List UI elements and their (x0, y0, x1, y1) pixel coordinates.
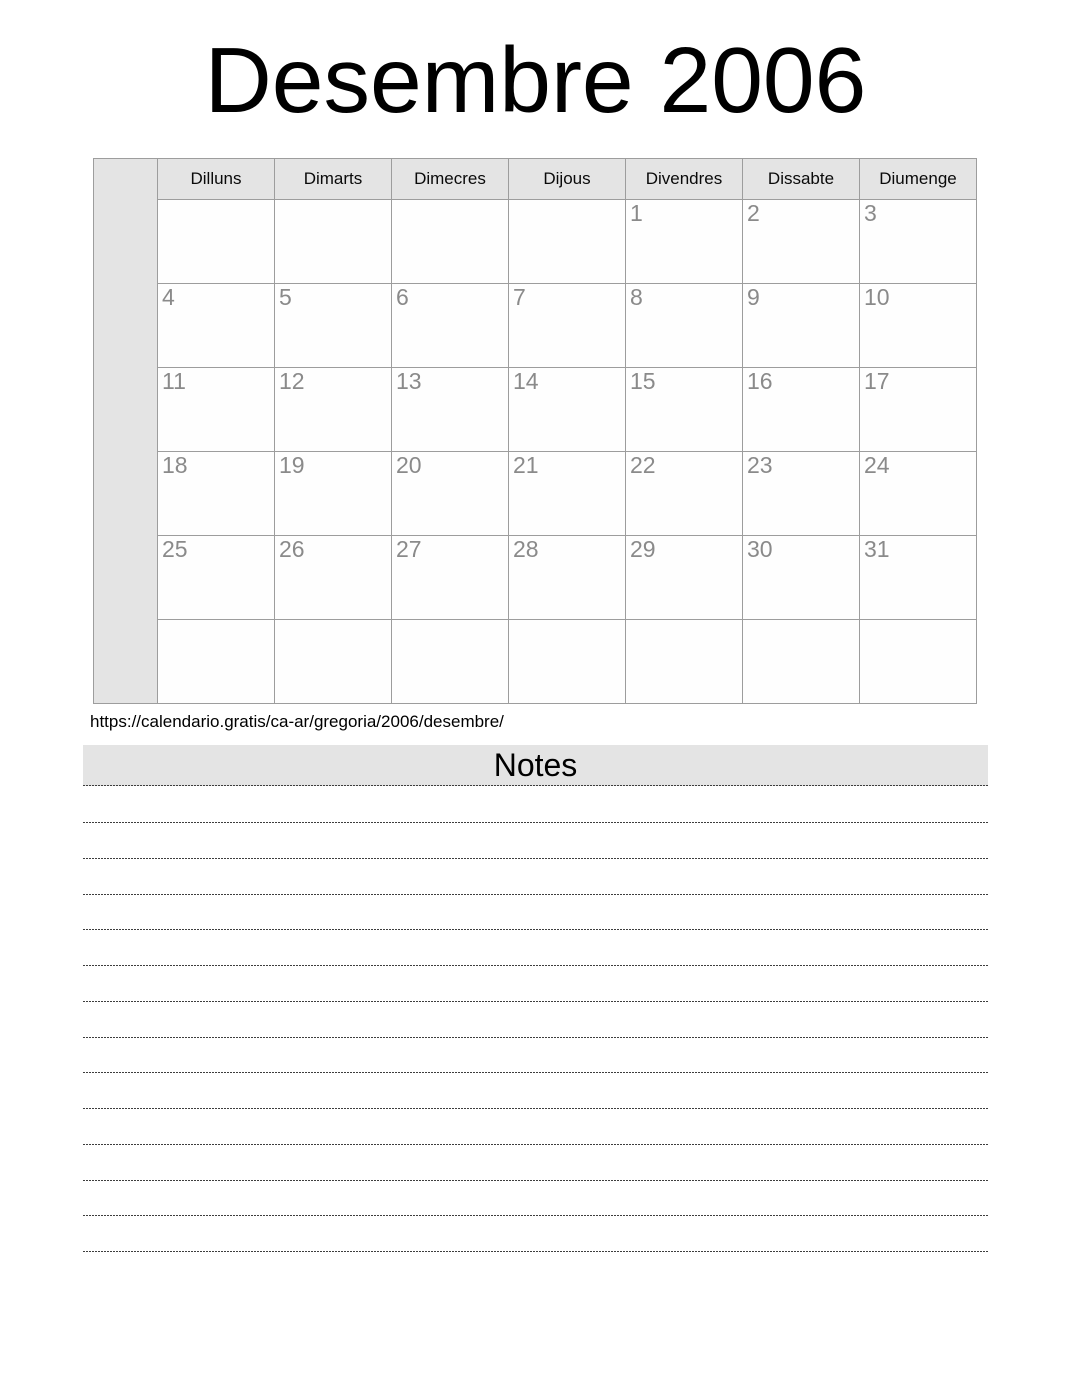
note-line (83, 929, 988, 930)
note-line (83, 1037, 988, 1038)
weekday-header-divendres: Divendres (626, 159, 743, 200)
weekday-header-dimecres: Dimecres (392, 159, 509, 200)
day-cell (509, 620, 626, 704)
day-number: 18 (162, 452, 188, 478)
day-number: 17 (864, 368, 890, 394)
day-number: 9 (747, 284, 760, 310)
day-cell (275, 368, 392, 452)
day-cell (275, 536, 392, 620)
weekday-header-dilluns: Dilluns (158, 159, 275, 200)
weekday-header-row (94, 159, 977, 200)
day-cell (743, 536, 860, 620)
note-line (83, 822, 988, 823)
calendar-left-margin-column (94, 159, 158, 704)
weekday-header-dimarts: Dimarts (275, 159, 392, 200)
day-number (626, 620, 742, 621)
day-number: 26 (279, 536, 305, 562)
day-number: 22 (630, 452, 656, 478)
week-row (94, 200, 977, 284)
day-number: 2 (747, 200, 760, 226)
day-number (743, 620, 859, 621)
day-cell (392, 620, 509, 704)
day-cell (860, 200, 977, 284)
day-cell (509, 536, 626, 620)
day-cell (392, 200, 509, 284)
day-number: 3 (864, 200, 877, 226)
note-line (83, 1251, 988, 1252)
day-cell (158, 452, 275, 536)
day-number: 28 (513, 536, 539, 562)
day-cell (743, 452, 860, 536)
day-cell (860, 620, 977, 704)
day-number (158, 200, 274, 201)
note-line (83, 858, 988, 859)
day-number: 30 (747, 536, 773, 562)
note-line (83, 965, 988, 966)
day-cell (860, 284, 977, 368)
day-cell (392, 368, 509, 452)
day-cell (392, 536, 509, 620)
day-number: 13 (396, 368, 422, 394)
notes-title: Notes (493, 747, 578, 783)
weekday-header-diumenge: Diumenge (860, 159, 977, 200)
day-number: 6 (396, 284, 409, 310)
day-cell (626, 200, 743, 284)
day-number (392, 200, 508, 201)
day-cell (509, 284, 626, 368)
day-cell (275, 200, 392, 284)
day-cell (509, 452, 626, 536)
day-number: 31 (864, 536, 890, 562)
day-cell (743, 200, 860, 284)
source-url: https://calendario.gratis/ca-ar/gregoria/2006/desembre/ (90, 712, 504, 731)
day-cell (158, 368, 275, 452)
note-line (83, 1180, 988, 1181)
day-number: 12 (279, 368, 305, 394)
day-cell (275, 452, 392, 536)
week-row (94, 368, 977, 452)
day-number (275, 620, 391, 621)
note-line (83, 1215, 988, 1216)
day-number: 27 (396, 536, 422, 562)
day-number (860, 620, 976, 621)
day-number: 4 (162, 284, 175, 310)
day-cell (509, 200, 626, 284)
day-number: 14 (513, 368, 539, 394)
note-line (83, 1072, 988, 1073)
day-cell (158, 536, 275, 620)
day-cell (158, 284, 275, 368)
day-number (509, 620, 625, 621)
day-number: 5 (279, 284, 292, 310)
day-cell (392, 452, 509, 536)
day-number: 1 (630, 200, 643, 226)
day-cell (743, 620, 860, 704)
note-line (83, 894, 988, 895)
day-number: 11 (162, 368, 186, 394)
day-cell (626, 536, 743, 620)
week-row (94, 284, 977, 368)
day-number: 15 (630, 368, 656, 394)
day-cell (626, 620, 743, 704)
day-number: 23 (747, 452, 773, 478)
day-cell (626, 368, 743, 452)
day-cell (275, 284, 392, 368)
day-cell (509, 368, 626, 452)
day-cell (626, 452, 743, 536)
day-number (158, 620, 274, 621)
day-cell (626, 284, 743, 368)
day-cell (158, 620, 275, 704)
day-cell (860, 536, 977, 620)
day-cell (392, 284, 509, 368)
notes-header-bar (83, 745, 988, 786)
calendar-table (93, 158, 977, 704)
day-number (509, 200, 625, 201)
day-number: 24 (864, 452, 890, 478)
day-cell (158, 200, 275, 284)
note-line (83, 1001, 988, 1002)
day-number: 29 (630, 536, 656, 562)
week-row (94, 452, 977, 536)
day-number (392, 620, 508, 621)
page-title: Desembre 2006 (204, 28, 867, 132)
day-number: 19 (279, 452, 305, 478)
day-number: 16 (747, 368, 773, 394)
weekday-header-dijous: Dijous (509, 159, 626, 200)
day-number: 10 (864, 284, 890, 310)
day-number: 7 (513, 284, 526, 310)
week-row (94, 536, 977, 620)
note-line (83, 1108, 988, 1109)
day-cell (860, 452, 977, 536)
day-cell (743, 284, 860, 368)
day-number: 20 (396, 452, 422, 478)
day-number (275, 200, 391, 201)
day-number: 8 (630, 284, 643, 310)
weekday-header-dissabte: Dissabte (743, 159, 860, 200)
note-line (83, 1144, 988, 1145)
day-cell (860, 368, 977, 452)
day-cell (743, 368, 860, 452)
day-cell (275, 620, 392, 704)
day-number: 25 (162, 536, 188, 562)
week-row (94, 620, 977, 704)
day-number: 21 (513, 452, 539, 478)
